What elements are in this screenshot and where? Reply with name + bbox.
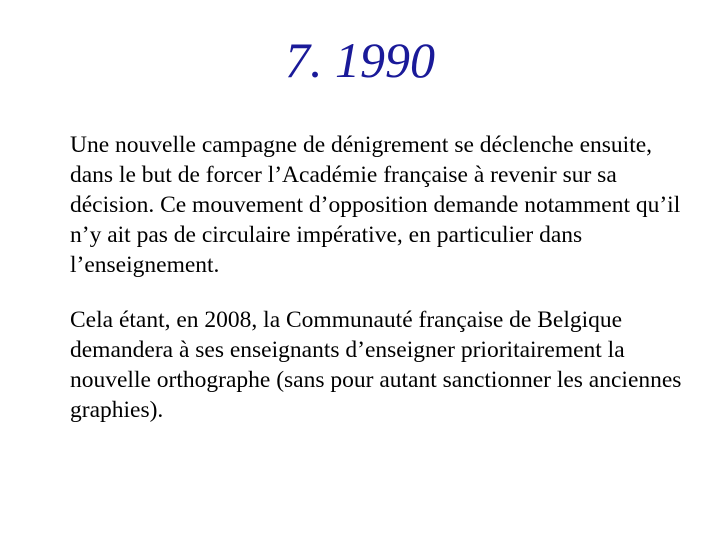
slide-title: 7. 1990 [285, 32, 435, 88]
paragraph-1: Une nouvelle campagne de dénigrement se déclenche ensuite, dans le but de forcer l’Académie française à revenir sur sa décision. Ce mouvement d’opposition demande notamment qu’il n’y ait pas de circulaire impérative, en particulier dans l’enseignement. [70, 132, 681, 278]
slide-body [70, 130, 690, 450]
paragraph-2: Cela étant, en 2008, la Communauté française de Belgique demandera à ses enseignants d’enseigner prioritairement la nouvelle orthographe (sans pour autant sanctionner les anciennes graphies). [70, 307, 682, 423]
